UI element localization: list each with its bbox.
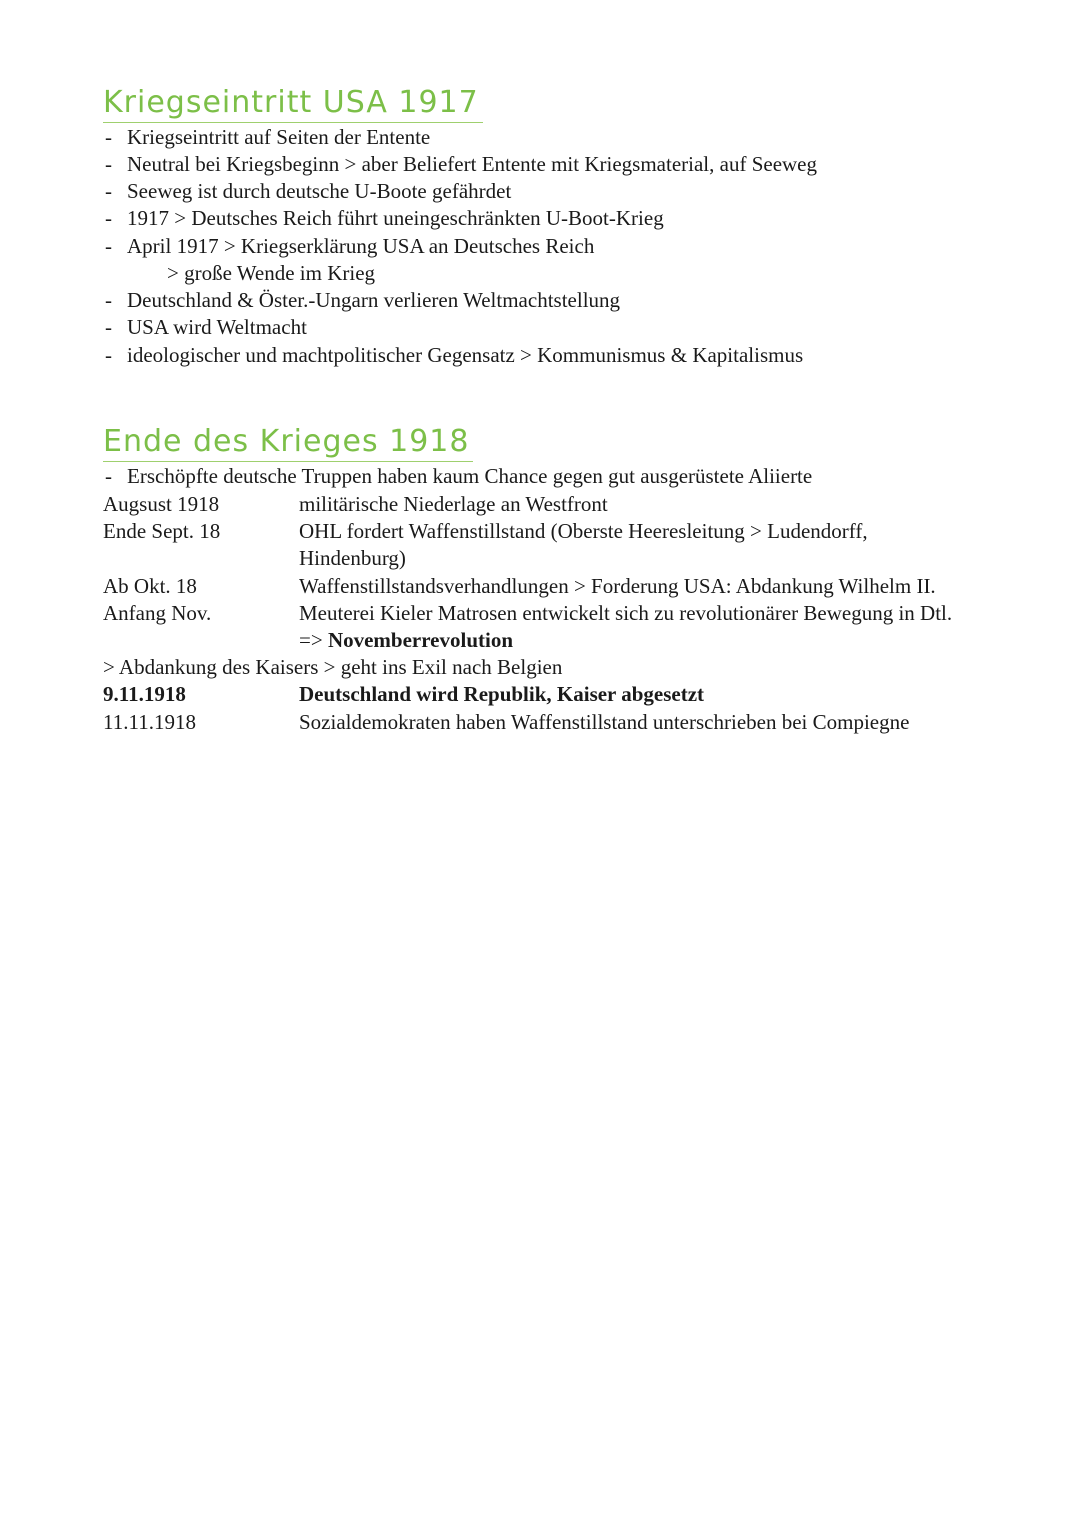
bullet-dash: - (105, 288, 112, 312)
bullet-dash: - (105, 343, 112, 367)
section-heading-kriegsende (103, 425, 469, 459)
timeline-date: Ab Okt. 18 (103, 574, 197, 598)
sub-note: > große Wende im Krieg (167, 261, 376, 285)
revolution-label: Novemberrevolution (327, 628, 514, 652)
list-item: Neutral bei Kriegsbeginn > aber Beliefert Entente mit Kriegsmaterial, auf Seeweg (127, 152, 817, 176)
section-heading-text: Kriegseintritt USA 1917 (103, 85, 479, 120)
list-item: April 1917 > Kriegserklärung USA an Deutsches Reich (127, 234, 595, 258)
list-item: Seeweg ist durch deutsche U-Boote gefährdet (127, 179, 512, 203)
timeline-text: OHL fordert Waffenstillstand (Oberste Heeresleitung > Ludendorff, (299, 519, 868, 543)
list-item: USA wird Weltmacht (127, 315, 307, 339)
timeline-text-republic: Deutschland wird Republik, Kaiser abgesetzt (299, 682, 705, 706)
list-item: Kriegseintritt auf Seiten der Entente (127, 125, 431, 149)
timeline-text: militärische Niederlage an Westfront (299, 492, 608, 516)
timeline-date: Augsust 1918 (103, 492, 220, 516)
bullet-dash: - (105, 179, 112, 203)
intro-bullet: Erschöpfte deutsche Truppen haben kaum Chance gegen gut ausgerüstete Aliierte (127, 464, 813, 488)
timeline-text: Waffenstillstandsverhandlungen > Forderung USA: Abdankung Wilhelm II. (299, 574, 936, 598)
section-heading-text: Ende des Krieges 1918 (103, 424, 470, 459)
heading-underline (103, 122, 483, 123)
list-item: 1917 > Deutsches Reich führt uneingeschränkten U-Boot-Krieg (127, 206, 664, 230)
bullet-dash: - (105, 464, 112, 488)
bullet-dash: - (105, 152, 112, 176)
bullet-dash: - (105, 234, 112, 258)
revolution-arrow: => (299, 628, 323, 652)
section-heading-kriegseintritt (103, 86, 479, 120)
abdication-line: > Abdankung des Kaisers > geht ins Exil nach Belgien (103, 655, 563, 679)
bullet-dash: - (105, 125, 112, 149)
heading-underline (103, 461, 473, 462)
list-item: ideologischer und machtpolitischer Gegensatz > Kommunismus & Kapitalismus (127, 343, 804, 367)
timeline-date-armistice: 11.11.1918 (103, 710, 196, 734)
timeline-text-armistice: Sozialdemokraten haben Waffenstillstand unterschrieben bei Compiegne (299, 710, 910, 734)
timeline-text: Meuterei Kieler Matrosen entwickelt sich zu revolutionärer Bewegung in Dtl. (299, 601, 953, 625)
timeline-date: Ende Sept. 18 (103, 519, 221, 543)
timeline-date: Anfang Nov. (103, 601, 212, 625)
bullet-dash: - (105, 206, 112, 230)
timeline-date-republic: 9.11.1918 (103, 682, 186, 706)
revolution-line (299, 627, 513, 654)
list-item: Deutschland & Öster.-Ungarn verlieren Weltmachtstellung (127, 288, 621, 312)
bullet-dash: - (105, 315, 112, 339)
timeline-text-continued: Hindenburg) (299, 546, 406, 570)
